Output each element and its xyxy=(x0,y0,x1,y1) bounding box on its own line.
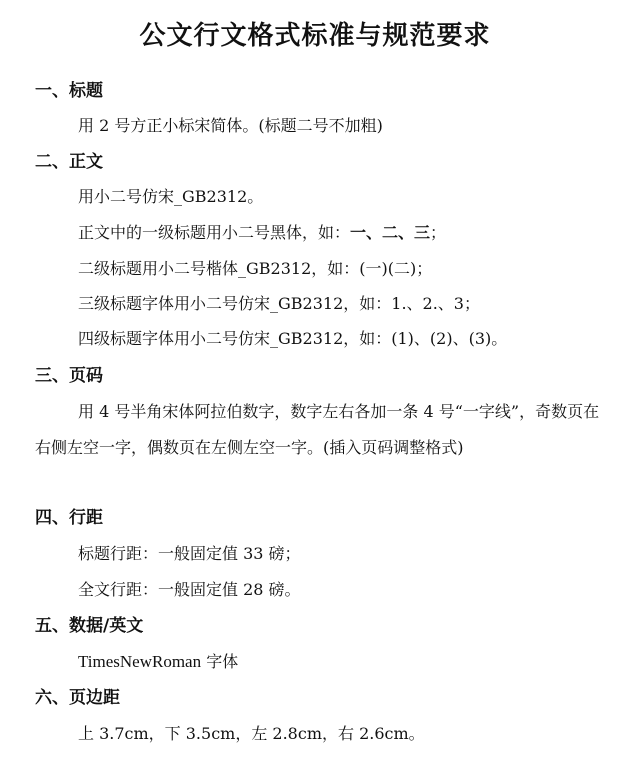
level3-heading-rule: 三级标题字体用小二号仿宋_GB2312，如：1.、2.、3； xyxy=(78,294,480,313)
level4-heading-rule: 四级标题字体用小二号仿宋_GB2312，如：(1)、(2)、(3)。 xyxy=(78,329,508,348)
page-margins-rule: 上 3.7cm，下 3.5cm，左 2.8cm，右 2.6cm。 xyxy=(78,724,425,743)
section-heading-line-spacing: 四、行距 xyxy=(35,508,103,528)
body-line-spacing-rule: 全文行距：一般固定值 28 磅。 xyxy=(78,580,301,599)
section-heading-body: 二、正文 xyxy=(35,152,103,172)
section-heading-data-english: 五、数据/英文 xyxy=(35,616,144,636)
section-heading-page-number: 三、页码 xyxy=(35,366,103,386)
section-heading-title: 一、标题 xyxy=(35,81,103,101)
level2-heading-rule: 二级标题用小二号楷体_GB2312，如：(一)(二)； xyxy=(78,259,433,278)
title-font-rule: 用 2 号方正小标宋简体。(标题二号不加粗) xyxy=(78,116,383,135)
section-heading-margins: 六、页边距 xyxy=(35,688,120,708)
document-title: 公文行文格式标准与规范要求 xyxy=(139,21,491,51)
english-font-suffix: 字体 xyxy=(201,652,239,671)
english-font-name: TimesNewRoman xyxy=(78,652,202,671)
page-number-rule-paragraph: 用 4 号半角宋体阿拉伯数字，数字左右各加一条 4 号“一字线”，奇数页在右侧左空一字，偶数页在左侧左空一字。(插入页码调整格式) xyxy=(35,402,600,457)
level1-heading-rule xyxy=(78,221,446,245)
level1-heading-examples: 一、二、三 xyxy=(350,223,431,242)
english-font-rule xyxy=(78,650,238,674)
title-line-spacing-rule: 标题行距：一般固定值 33 磅； xyxy=(78,544,301,563)
level1-heading-rule-prefix: 正文中的一级标题用小二号黑体，如： xyxy=(78,223,351,242)
level1-heading-rule-suffix: ； xyxy=(430,223,447,242)
body-font-rule: 用小二号仿宋_GB2312。 xyxy=(78,187,264,206)
